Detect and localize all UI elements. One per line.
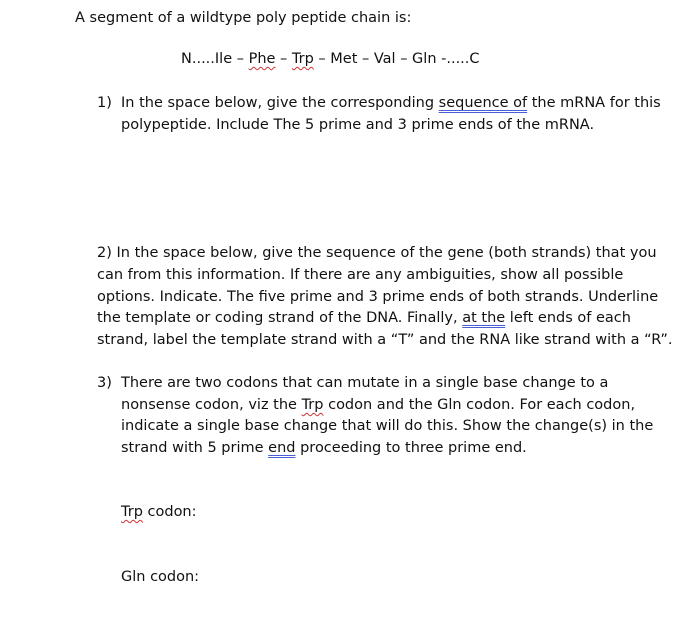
q3-l4-underlined: end [268, 440, 296, 456]
q1-line-1 [121, 96, 661, 111]
q2-l4-pre: the template or coding strand of the DNA. Finally, [97, 310, 463, 326]
q3-line-2 [121, 398, 635, 413]
q2-line-2: can from this information. If there are any ambiguities, show all possible [97, 267, 624, 283]
q2-line-5: strand, label the template strand with a “T” and the RNA like strand with a “R”. [97, 332, 673, 348]
q1-l1-underlined: sequence of [438, 95, 528, 111]
trp-label-rest: codon: [142, 504, 197, 520]
q3-l4-pre: strand with 5 prime [121, 440, 269, 456]
q2-line-4 [97, 311, 631, 326]
q2-l4-underlined: at the [462, 310, 506, 326]
q1-l1-pre: In the space below, give the corresponding [121, 95, 439, 111]
trp-label-word: Trp [121, 504, 143, 520]
q1-l1-post: the mRNA for this [527, 95, 661, 111]
chain-sep: – [275, 51, 292, 67]
q2-line-1: 2) In the space below, give the sequence of the gene (both strands) that you [97, 245, 657, 261]
q3-l4-post: proceeding to three prime end. [295, 440, 527, 456]
q3-l2-pre: nonsense codon, viz the [121, 397, 302, 413]
q3-line-4 [121, 441, 527, 456]
q1-number: 1) [97, 95, 112, 111]
chain-start: N.....Ile – [181, 51, 249, 67]
q3-number: 3) [97, 375, 112, 391]
chain-phe: Phe [248, 51, 276, 67]
q3-line-1: There are two codons that can mutate in a single base change to a [121, 375, 609, 391]
q2-l4-post: left ends of each [505, 310, 631, 326]
intro-text: A segment of a wildtype poly peptide chain is: [75, 10, 412, 26]
q1-line-2: polypeptide. Include The 5 prime and 3 prime ends of the mRNA. [121, 117, 595, 133]
q3-l2-post: codon and the Gln codon. For each codon, [323, 397, 636, 413]
q2-line-3: options. Indicate. The five prime and 3 prime ends of both strands. Underline [97, 289, 659, 305]
chain-rest: – Met – Val – Gln -.....C [313, 51, 480, 67]
chain-trp: Trp [291, 51, 314, 67]
q3-line-3: indicate a single base change that will do this. Show the change(s) in the [121, 418, 654, 434]
polypeptide-chain [181, 52, 480, 67]
trp-codon-label [121, 505, 197, 520]
q3-l2-trp: Trp [301, 397, 324, 413]
gln-codon-label: Gln codon: [121, 569, 200, 585]
